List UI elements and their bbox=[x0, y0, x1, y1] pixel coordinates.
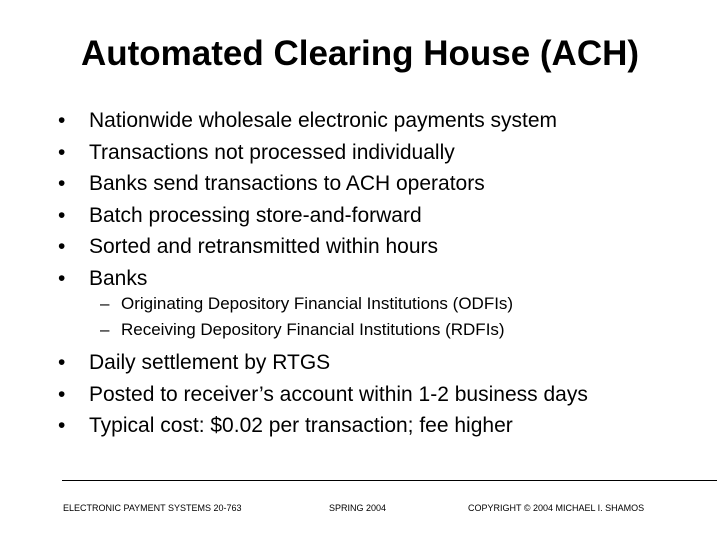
bullet-text: Batch processing store-and-forward bbox=[89, 203, 422, 227]
sub-bullet-item bbox=[100, 291, 700, 317]
bullet-list-continued bbox=[56, 347, 696, 442]
bullet-marker: • bbox=[58, 382, 66, 406]
slide-title: Automated Clearing House (ACH) bbox=[80, 34, 640, 73]
bullet-marker: • bbox=[58, 351, 66, 374]
dash-marker: – bbox=[100, 319, 110, 339]
bullet-item bbox=[56, 347, 696, 379]
bullet-text: Typical cost: $0.02 per transaction; fee higher bbox=[89, 414, 513, 437]
bullet-item bbox=[56, 231, 696, 263]
bullet-marker: • bbox=[58, 266, 66, 290]
sub-bullet-item bbox=[100, 317, 700, 343]
bullet-marker: • bbox=[58, 414, 66, 437]
bullet-item bbox=[56, 105, 696, 137]
footer-term: SPRING 2004 bbox=[329, 503, 387, 513]
bullet-text: Transactions not processed individually bbox=[89, 140, 455, 164]
bullet-text: Banks send transactions to ACH operators bbox=[89, 172, 485, 195]
bullet-marker: • bbox=[58, 172, 66, 195]
footer-course: ELECTRONIC PAYMENT SYSTEMS 20-763 bbox=[63, 503, 242, 513]
bullet-item bbox=[56, 168, 696, 200]
bullet-text: Banks bbox=[89, 266, 148, 290]
bullet-text: Posted to receiver’s account within 1-2 business days bbox=[89, 382, 588, 406]
bullet-marker: • bbox=[58, 203, 66, 227]
bullet-item bbox=[56, 379, 696, 411]
bullet-item bbox=[56, 200, 696, 232]
dash-marker: – bbox=[100, 294, 110, 313]
bullet-item bbox=[56, 263, 696, 295]
footer-copyright: COPYRIGHT © 2004 MICHAEL I. SHAMOS bbox=[468, 503, 645, 513]
sub-bullet-text: Receiving Depository Financial Institutions (RDFIs) bbox=[121, 319, 505, 339]
sub-bullet-list bbox=[100, 291, 700, 342]
bullet-text: Sorted and retransmitted within hours bbox=[89, 235, 439, 258]
sub-bullet-text: Originating Depository Financial Institutions (ODFIs) bbox=[121, 294, 514, 313]
bullet-item bbox=[56, 410, 696, 442]
bullet-text: Nationwide wholesale electronic payments system bbox=[89, 109, 558, 132]
bullet-marker: • bbox=[58, 235, 66, 258]
bullet-list bbox=[56, 105, 696, 294]
bullet-text: Daily settlement by RTGS bbox=[89, 351, 331, 374]
bullet-item bbox=[56, 137, 696, 169]
bullet-marker: • bbox=[58, 109, 66, 132]
bullet-marker: • bbox=[58, 140, 66, 164]
footer-divider bbox=[62, 480, 717, 481]
